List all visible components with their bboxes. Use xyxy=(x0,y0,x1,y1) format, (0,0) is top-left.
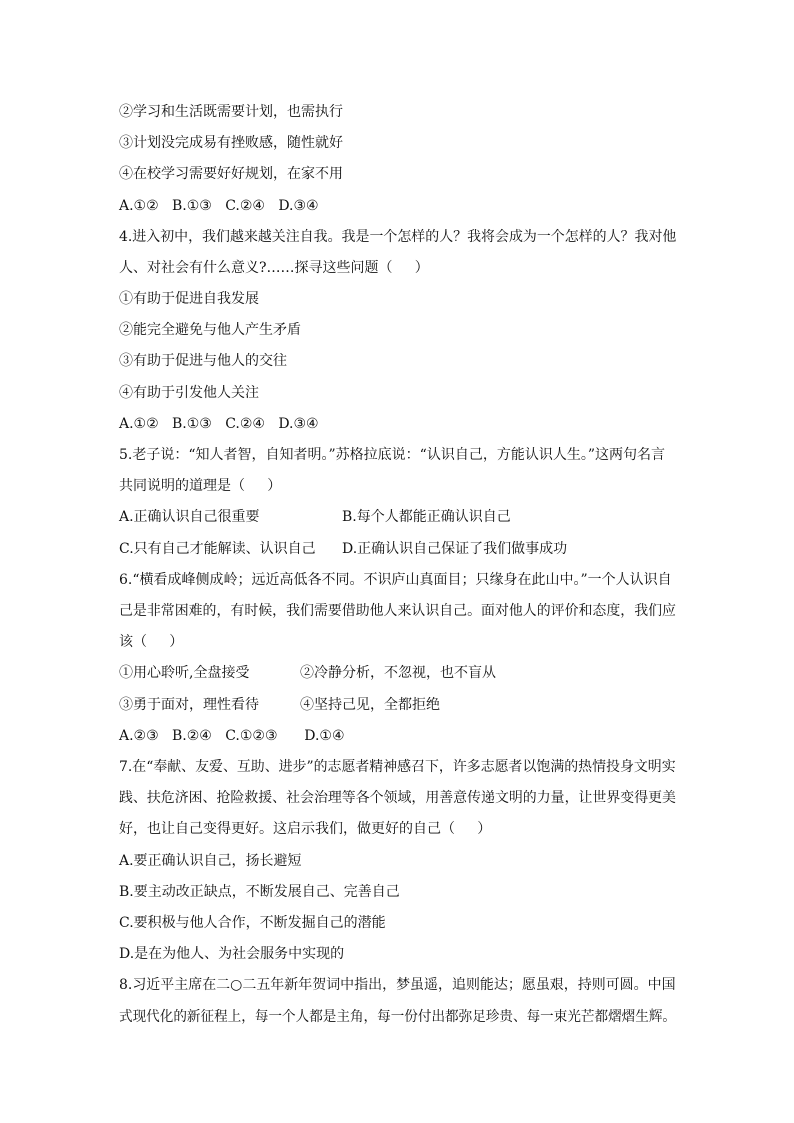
q8-stem-line-1: 8.习近平主席在二○二五年新年贺词中指出，梦虽遥，追则能达；愿虽艰，持则可圆。中国 xyxy=(119,977,676,993)
q6-option-1: ①用心聆听,全盘接受 xyxy=(119,665,250,681)
q7-stem-line-2: 践、扶危济困、抢险救援、社会治理等各个领域，用善意传递文明的力量，让世界变得更美 xyxy=(119,790,676,806)
q7-option-a: A.要正确认识自己，扬长避短 xyxy=(119,853,302,869)
q7-option-b: B.要主动改正缺点，不断发展自己、完善自己 xyxy=(119,884,400,900)
q5-stem-line-2: 共同说明的道理是（ ） xyxy=(119,478,282,494)
q6-stem-line-2: 己是非常困难的，有时候，我们需要借助他人来认识自己。面对他人的评价和态度，我们应 xyxy=(119,603,676,619)
q4-option-1: ①有助于促进自我发展 xyxy=(119,291,259,307)
q6-stem-line-3: 该（ ） xyxy=(119,634,184,650)
q4-option-3: ③有助于促进与他人的交往 xyxy=(119,353,287,369)
q4-option-2: ②能完全避免与他人产生矛盾 xyxy=(119,322,301,338)
q5-choice-a: A.正确认识自己很重要 xyxy=(119,509,260,525)
q4-stem-line-2: 人、对社会有什么意义?……探寻这些问题（ ） xyxy=(119,260,429,276)
q4-choices: A.①② B.①③ C.②④ D.③④ xyxy=(119,416,319,432)
q6-choices: A.②③ B.②④ C.①②③ D.①④ xyxy=(119,728,345,744)
q7-stem-line-1: 7.在“奉献、友爱、互助、进步”的志愿者精神感召下，许多志愿者以饱满的热情投身文明实 xyxy=(119,759,676,775)
q6-option-3: ③勇于面对，理性看待 xyxy=(119,697,259,713)
q6-stem-line-1: 6.“横看成峰侧成岭；远近高低各不同。不识庐山真面目；只缘身在此山中。”一个人认识自 xyxy=(119,572,672,588)
q5-choice-d: D.正确认识自己保证了我们做事成功 xyxy=(342,541,568,557)
q6-option-4: ④坚持己见，全都拒绝 xyxy=(300,697,440,713)
q5-choice-c: C.只有自己才能解读、认识自己 xyxy=(119,541,316,557)
q5-stem-line-1: 5.老子说：“知人者智，自知者明。”苏格拉底说：“认识自己，方能认识人生。”这两句名言 xyxy=(119,447,665,463)
q7-option-c: C.要积极与他人合作，不断发掘自己的潜能 xyxy=(119,915,386,931)
q4-option-4: ④有助于引发他人关注 xyxy=(119,385,259,401)
q5-choice-b: B.每个人都能正确认识自己 xyxy=(342,509,511,525)
q8-stem-line-2: 式现代化的新征程上，每一个人都是主角，每一份付出都弥足珍贵、每一束光芒都熠熠生辉。 xyxy=(119,1009,677,1025)
option-2-plan-execute: ②学习和生活既需要计划，也需执行 xyxy=(119,104,343,120)
q7-stem-line-3: 好，也让自己变得更好。这启示我们，做更好的自己（ ） xyxy=(119,821,492,837)
q7-option-d: D.是在为他人、为社会服务中实现的 xyxy=(119,946,345,962)
option-4-school-only: ④在校学习需要好好规划，在家不用 xyxy=(119,166,343,182)
option-3-casual: ③计划没完成易有挫败感，随性就好 xyxy=(119,135,343,151)
q4-stem-line-1: 4.进入初中，我们越来越关注自我。我是一个怎样的人？我将会成为一个怎样的人？我对他 xyxy=(119,229,677,245)
q3-choices: A.①② B.①③ C.②④ D.③④ xyxy=(119,198,319,214)
q6-option-2: ②冷静分析，不忽视，也不盲从 xyxy=(300,665,496,681)
